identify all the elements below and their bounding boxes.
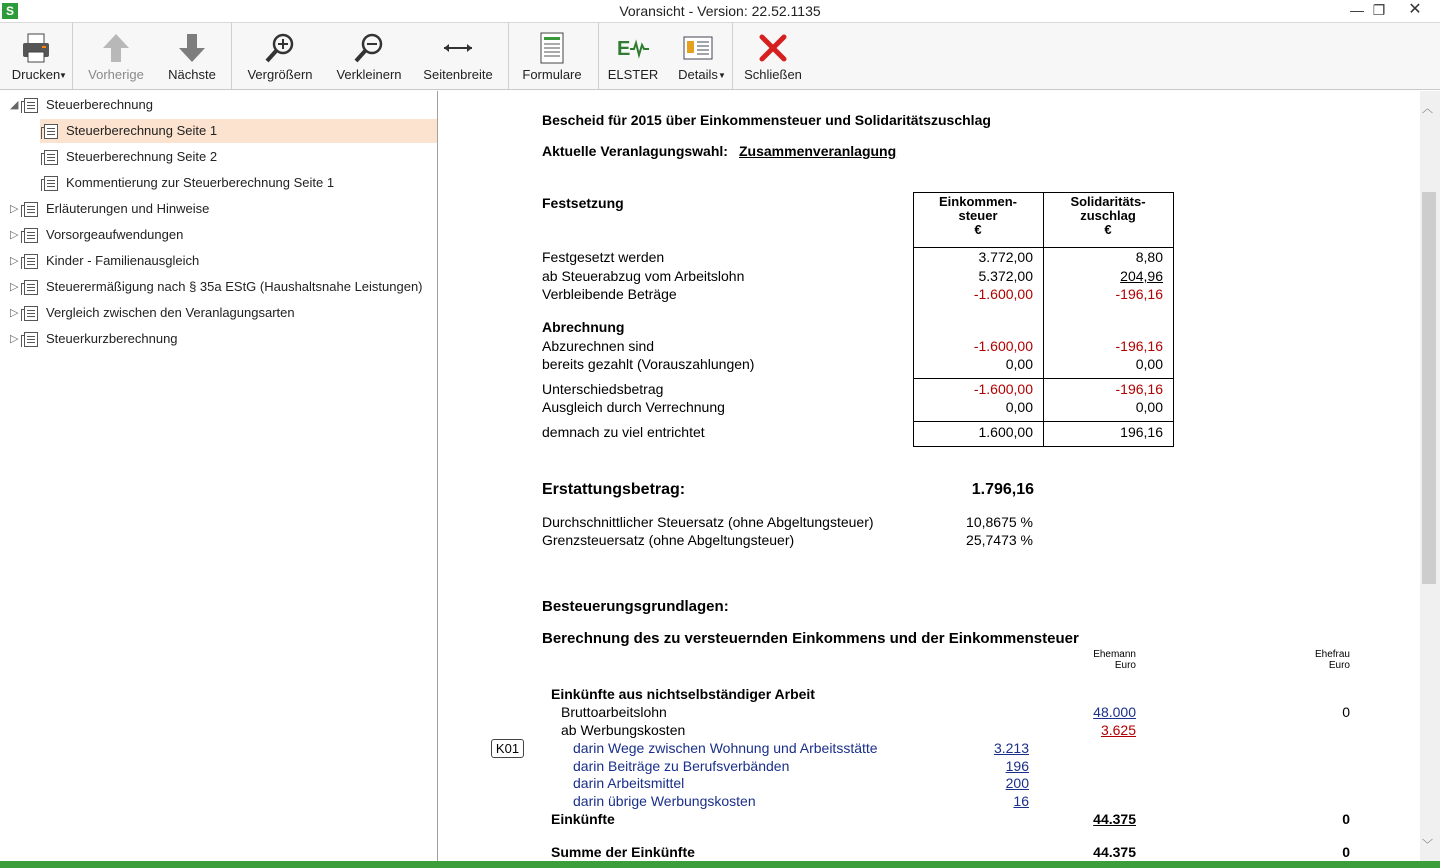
row-label: bereits gezahlt (Vorauszahlungen) (542, 356, 755, 372)
tree-node-notes[interactable]: ▷ Erläuterungen und Hinweise (46, 197, 209, 221)
festsetzung-label: Festsetzung (542, 195, 624, 211)
sub-value[interactable]: 16 (1013, 793, 1029, 809)
row-value: -196,16 (1115, 338, 1163, 354)
collapse-icon[interactable]: ◢ (10, 99, 19, 111)
k01-badge: K01 (491, 739, 524, 758)
gross-wife: 0 (1342, 704, 1350, 720)
row-value: 0,00 (1135, 356, 1163, 372)
close-window-icon[interactable]: ✕ (1408, 1, 1422, 18)
row-value: 0,00 (1135, 399, 1163, 415)
row-label: Unterschiedsbetrag (542, 381, 664, 397)
forms-button[interactable]: Formulare (516, 23, 588, 89)
row-value: 1.600,00 (978, 424, 1033, 440)
row-label: Abzurechnen sind (542, 338, 655, 354)
gross-husband[interactable]: 48.000 (1093, 704, 1136, 720)
sub-value[interactable]: 196 (1005, 758, 1029, 774)
marg-rate-label: Grenzsteuersatz (ohne Abgeltungsteuer) (542, 532, 795, 548)
status-bar (0, 861, 1440, 868)
sum-wife: 0 (1342, 844, 1350, 860)
sum-husband: 44.375 (1093, 844, 1136, 860)
tree-node-provision[interactable]: ▷ Vorsorgeaufwendungen (46, 223, 183, 247)
tree-node-reduction[interactable]: ▷ Steuerermäßigung nach § 35a EStG (Haushaltsnahe Leistungen) (46, 275, 423, 299)
row-value: 0,00 (1005, 399, 1033, 415)
app-icon: S (2, 3, 18, 19)
row-value: 5.372,00 (978, 268, 1033, 284)
expand-icon[interactable]: ▷ (10, 307, 19, 319)
employment-heading: Einkünfte aus nichtselbständiger Arbeit (551, 686, 815, 702)
expand-icon[interactable]: ▷ (10, 281, 19, 293)
details-icon (681, 31, 715, 65)
window-title: Voransicht - Version: 22.52.1135 (619, 3, 821, 19)
gross-label: Bruttoarbeitslohn (561, 704, 667, 720)
row-value: -196,16 (1115, 286, 1163, 302)
costs-label: ab Werbungskosten (561, 722, 686, 738)
elster-button[interactable]: E ELSTER (604, 23, 662, 89)
print-button[interactable]: Drucken ▼ (4, 23, 68, 89)
tree-node-steuerberechnung[interactable]: ◢ Steuerberechnung (46, 93, 153, 117)
row-value: 3.772,00 (978, 249, 1033, 265)
arrow-down-icon (175, 31, 209, 65)
calc-heading: Berechnung des zu versteuernden Einkommens und der Einkommensteuer (542, 630, 1079, 647)
tree-node-comparison[interactable]: ▷ Vergleich zwischen den Veranlagungsarten (46, 301, 295, 325)
tree-node-comment[interactable]: Kommentierung zur Steuerberechnung Seite 1 (66, 171, 334, 195)
row-label: Ausgleich durch Verrechnung (542, 399, 725, 415)
row-label: Festgesetzt werden (542, 249, 665, 265)
tree-node-children[interactable]: ▷ Kinder - Familienausgleich (46, 249, 199, 273)
sub-value[interactable]: 200 (1005, 775, 1029, 791)
sub-label: darin übrige Werbungskosten (573, 793, 756, 809)
row-value: 0,00 (1005, 356, 1033, 372)
basis-heading: Besteuerungsgrundlagen: (542, 598, 729, 615)
abrechnung-label: Abrechnung (542, 319, 625, 335)
dropdown-arrow-icon: ▼ (59, 71, 67, 80)
income-wife: 0 (1342, 811, 1350, 827)
row-value: -1.600,00 (973, 381, 1033, 397)
minimize-icon[interactable]: — (1350, 2, 1364, 18)
printer-icon (19, 31, 53, 65)
document-icon (44, 124, 58, 139)
document-icon (24, 332, 38, 347)
row-label: ab Steuerabzug vom Arbeitslohn (542, 268, 745, 284)
forms-icon (535, 31, 569, 65)
scroll-down-icon[interactable]: ﹀ (1422, 839, 1433, 851)
sub-label: darin Wege zwischen Wohnung und Arbeitsstätte (573, 740, 878, 756)
document-icon (44, 150, 58, 165)
svg-text:E: E (617, 38, 631, 60)
income-label: Einkünfte (551, 811, 615, 827)
document-icon (44, 176, 58, 191)
elster-icon (616, 31, 650, 65)
zoom-in-icon (263, 31, 297, 65)
next-button[interactable]: Nächste (157, 23, 227, 89)
expand-icon[interactable]: ▷ (10, 203, 19, 215)
row-value: -1.600,00 (973, 338, 1033, 354)
expand-icon[interactable]: ▷ (10, 333, 19, 345)
document-icon (24, 98, 38, 113)
details-button[interactable]: Details ▼ (670, 23, 726, 89)
row-label: Verbleibende Beträge (542, 286, 677, 302)
col1-header: Einkommen- steuer € (938, 194, 1017, 237)
choice-value: Zusammenveranlagung (739, 143, 897, 159)
document-icon (24, 306, 38, 321)
row-value: 196,16 (1120, 424, 1163, 440)
sub-value[interactable]: 3.213 (993, 740, 1029, 756)
row-value: -1.600,00 (973, 286, 1033, 302)
tree-node-page1[interactable]: Steuerberechnung Seite 1 (40, 119, 437, 143)
doc-heading: Bescheid für 2015 über Einkommensteuer und Solidaritätszuschlag (542, 112, 991, 128)
refund-value: 1.796,16 (971, 481, 1034, 498)
zoom-out-icon (352, 31, 386, 65)
scroll-up-icon[interactable]: ︿ (1422, 103, 1433, 115)
page-width-button[interactable]: Seitenbreite (418, 23, 498, 89)
document-icon (24, 202, 38, 217)
sub-label: darin Arbeitsmittel (573, 775, 685, 791)
page-width-icon (441, 31, 475, 65)
sub-label: darin Beiträge zu Berufsverbänden (573, 758, 790, 774)
expand-icon[interactable]: ▷ (10, 229, 19, 241)
row-value: 204,96 (1120, 268, 1163, 284)
navigation-tree (0, 91, 438, 861)
income-husband: 44.375 (1093, 811, 1136, 827)
sum-label: Summe der Einkünfte (551, 844, 695, 860)
close-icon (756, 31, 790, 65)
scrollbar-thumb[interactable] (1422, 192, 1436, 584)
costs-husband[interactable]: 3.625 (1100, 722, 1136, 738)
marg-rate-value: 25,7473 % (966, 532, 1033, 548)
husband-header: Ehemann Euro (1093, 649, 1136, 671)
tree-node-short[interactable]: ▷ Steuerkurzberechnung (46, 327, 178, 351)
refund-label: Erstattungsbetrag: (542, 481, 686, 498)
close-button[interactable]: Schließen (740, 23, 806, 89)
document-icon (24, 280, 38, 295)
col2-header: Solidaritäts- zuschlag € (1070, 194, 1146, 237)
zoom-out-button[interactable]: Verkleinern (330, 23, 408, 89)
row-value: -196,16 (1115, 381, 1163, 397)
dropdown-arrow-icon: ▼ (718, 71, 726, 80)
document-icon (24, 228, 38, 243)
row-value: 8,80 (1135, 249, 1163, 265)
toolbar (0, 23, 1440, 90)
wife-header: Ehefrau Euro (1314, 649, 1350, 671)
avg-rate-value: 10,8675 % (966, 514, 1033, 530)
row-label: demnach zu viel entrichtet (542, 424, 705, 440)
zoom-in-button[interactable]: Vergrößern (240, 23, 320, 89)
arrow-up-icon (99, 31, 133, 65)
tree-node-page2[interactable]: Steuerberechnung Seite 2 (66, 145, 217, 169)
avg-rate-label: Durchschnittlicher Steuersatz (ohne Abgeltungsteuer) (542, 514, 874, 530)
choice-label: Aktuelle Veranlagungswahl: (542, 143, 728, 159)
document-icon (24, 254, 38, 269)
previous-button[interactable]: Vorherige (80, 23, 152, 89)
restore-icon[interactable]: ❐ (1372, 2, 1386, 18)
expand-icon[interactable]: ▷ (10, 255, 19, 267)
